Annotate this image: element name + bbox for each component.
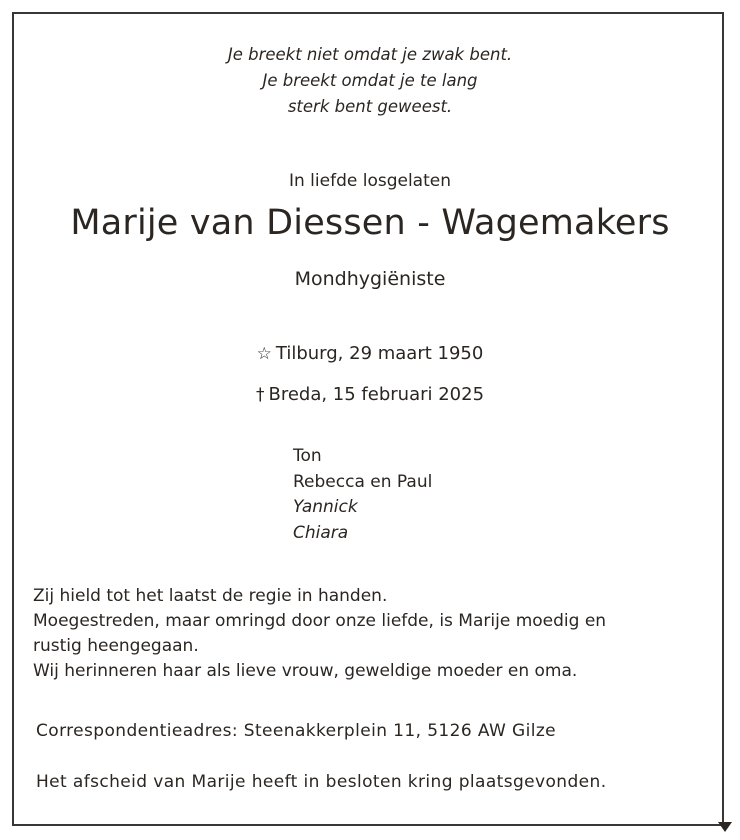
body-line: rustig heengegaan. [33, 636, 199, 656]
profession: Mondhygiëniste [294, 268, 446, 290]
correspondence-address: Correspondentieadres: Steenakkerplein 11, 5126 AW Gilze [36, 721, 556, 741]
body-paragraph [33, 584, 693, 684]
scroll-down-arrow-icon[interactable] [718, 822, 732, 832]
cross-icon: † [255, 385, 265, 405]
card-border [12, 12, 724, 826]
family-member: Yannick [293, 497, 358, 517]
star-icon: ☆ [256, 344, 272, 364]
family-member: Rebecca en Paul [293, 471, 433, 492]
family-member: Ton [293, 446, 322, 466]
family-list [293, 444, 432, 546]
quote-line-2: Je breekt omdat je te lang [262, 71, 478, 90]
death-info [0, 384, 740, 405]
quote-line-3: sterk bent geweest. [287, 97, 453, 116]
body-line: Zij hield tot het laatst de regie in handen. [33, 586, 388, 606]
body-line: Moegestreden, maar omringd door onze liefde, is Marije moedig en [33, 611, 607, 631]
death-text: Breda, 15 februari 2025 [268, 384, 485, 405]
family-member: Chiara [293, 522, 349, 543]
body-line: Wij herinneren haar als lieve vrouw, geweldige moeder en oma. [33, 661, 578, 681]
intro-text: In liefde losgelaten [288, 171, 451, 191]
quote-line-1: Je breekt niet omdat je zwak bent. [227, 45, 513, 64]
birth-info [0, 343, 740, 364]
opening-quote [0, 42, 740, 120]
farewell-notice: Het afscheid van Marije heeft in besloten kring plaatsgevonden. [36, 772, 607, 792]
deceased-name: Marije van Diessen - Wagemakers [70, 203, 670, 243]
birth-text: Tilburg, 29 maart 1950 [275, 343, 484, 364]
